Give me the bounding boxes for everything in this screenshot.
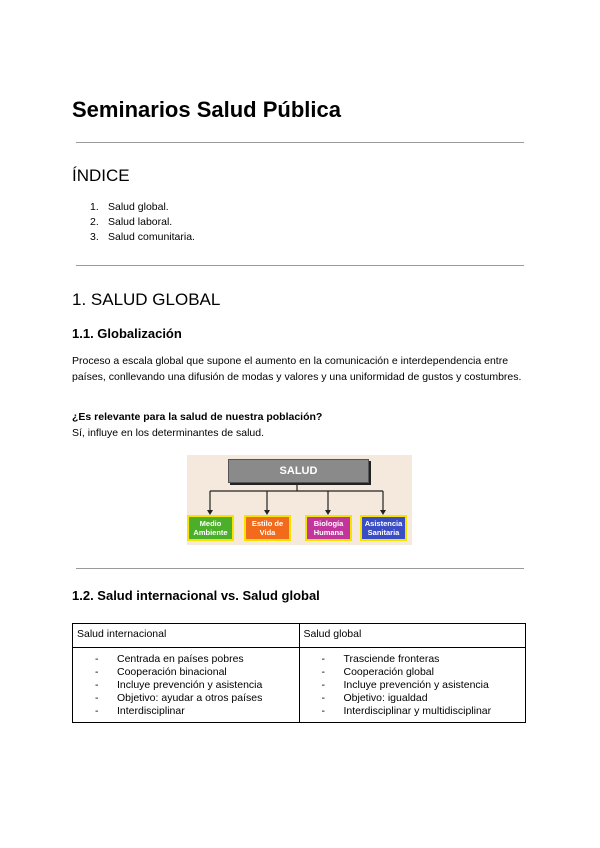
list-item: - Interdisciplinar: [95, 705, 185, 717]
asistencia-sanitaria-box: Asistencia Sanitaria: [360, 515, 407, 541]
subsection-heading: 1.1. Globalización: [72, 326, 182, 341]
list-item: - Incluye prevención y asistencia: [321, 679, 489, 691]
salud-root-box: SALUD: [228, 459, 369, 483]
page-title: Seminarios Salud Pública: [72, 97, 341, 122]
section-heading: 1. SALUD GLOBAL: [72, 290, 221, 309]
table-cell: [299, 648, 526, 723]
comparison-table: [72, 623, 526, 723]
globalization-paragraph: Proceso a escala global que supone el aumento en la comunicación e interdependencia entre países, conllevando una difusión de modas y valores y una uniformidad de gustos y costumbres.: [72, 355, 522, 383]
list-item: - Centrada en países pobres: [95, 653, 244, 665]
divider: [76, 568, 524, 569]
health-determinants-diagram: [187, 455, 412, 545]
divider: [76, 142, 524, 143]
subsection-heading: 1.2. Salud internacional vs. Salud global: [72, 588, 320, 603]
biologia-humana-box: Biología Humana: [305, 515, 352, 541]
divider: [76, 265, 524, 266]
index-item: 2. Salud laboral.: [90, 216, 173, 228]
relevance-question: ¿Es relevante para la salud de nuestra población?: [72, 411, 323, 423]
table-header: Salud global: [299, 624, 526, 648]
index-item: 1. Salud global.: [90, 201, 169, 213]
list-item: - Trasciende fronteras: [321, 653, 440, 665]
table-cell: [73, 648, 300, 723]
list-item: - Objetivo: ayudar a otros países: [95, 692, 263, 704]
estilo-de-vida-box: Estilo de Vida: [244, 515, 291, 541]
list-item: - Interdisciplinar y multidisciplinar: [321, 705, 492, 717]
medio-ambiente-box: Medio Ambiente: [187, 515, 234, 541]
index-list: [90, 200, 195, 245]
list-item: - Objetivo: igualdad: [321, 692, 428, 704]
table-header: Salud internacional: [73, 624, 300, 648]
list-item: - Cooperación binacional: [95, 666, 227, 678]
list-item: - Cooperación global: [321, 666, 434, 678]
index-heading: ÍNDICE: [72, 166, 130, 185]
relevance-answer: Sí, influye en los determinantes de salud.: [72, 427, 265, 439]
index-item: 3. Salud comunitaria.: [90, 231, 195, 243]
list-item: - Incluye prevención y asistencia: [95, 679, 263, 691]
